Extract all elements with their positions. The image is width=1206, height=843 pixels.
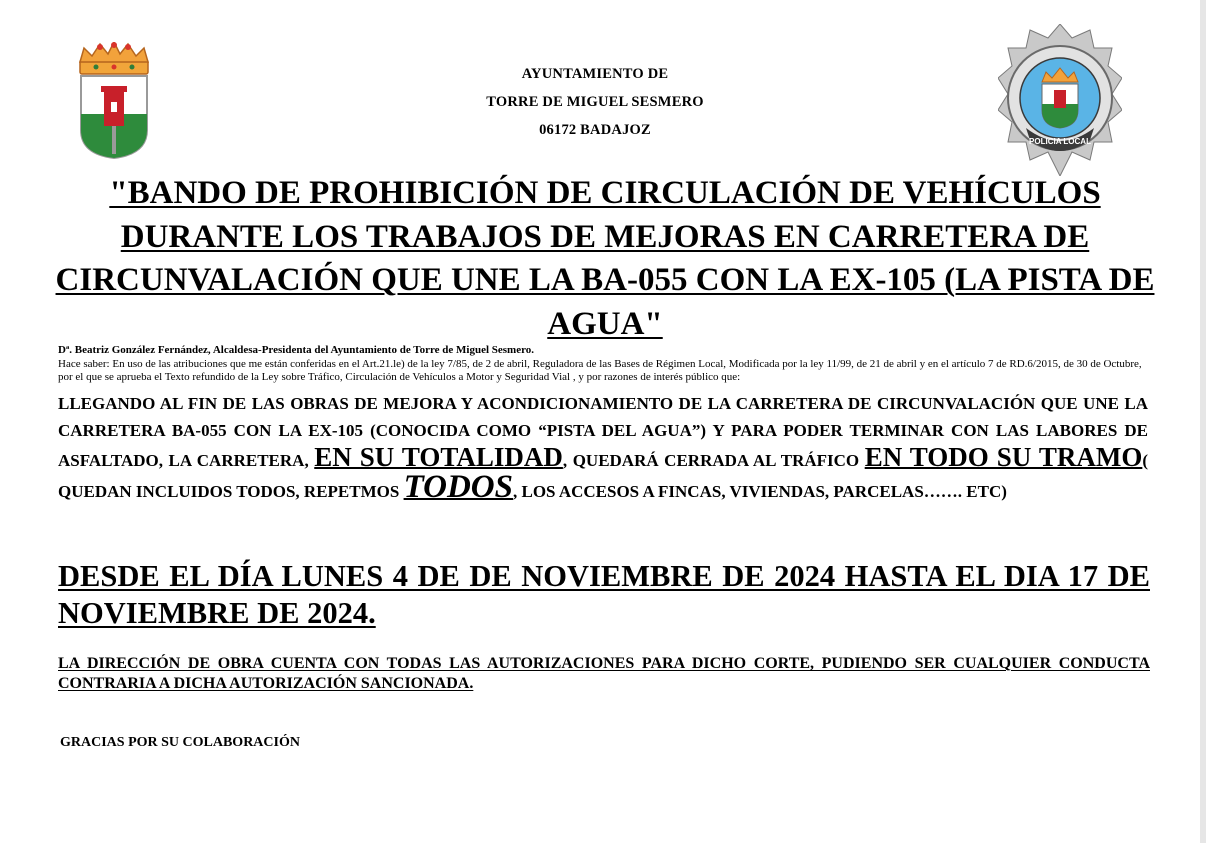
signer-line: Dª. Beatriz González Fernández, Alcaldesa-Presidenta del Ayuntamiento de Torre de Miguel Sesmero. xyxy=(58,344,535,356)
body-part-1: LLEGANDO AL FIN DE LAS OBRAS DE MEJORA Y ACONDICIONAMIENTO DE LA CARRETERA DE CIRCUNVALACIÓN QUE UNE LA CARRETERA BA-055 CON LA EX-105 (CONOCIDA COMO “PISTA DEL AGUA”) Y PARA PODER TERMINAR CON LAS LABORES DE ASFALTADO, LA CARRETERA, xyxy=(58,394,1148,470)
page-edge xyxy=(1200,0,1206,843)
header-line-1: AYUNTAMIENTO DE xyxy=(521,66,669,82)
notice-body xyxy=(58,390,1148,505)
badge-banner-text: POLICIA LOCAL xyxy=(1029,137,1091,146)
shield xyxy=(81,76,147,158)
crown-icon xyxy=(80,42,148,74)
policia-local-badge-icon xyxy=(998,24,1122,176)
emphasis-en-su-totalidad: EN SU TOTALIDAD xyxy=(314,442,563,472)
authorization-notice: LA DIRECCIÓN DE OBRA CUENTA CON TODAS LAS AUTORIZACIONES PARA DICHO CORTE, PUDIENDO SER CUALQUIER CONDUCTA CONTRARIA A DICHA AUTORIZACIÓN SANCIONADA. xyxy=(58,655,1150,692)
body-part-2: , QUEDARÁ CERRADA AL TRÁFICO xyxy=(562,451,860,470)
emphasis-en-todo-su-tramo: EN TODO SU TRAMO xyxy=(864,442,1143,472)
header-line-2: TORRE DE MIGUEL SESMERO xyxy=(486,94,704,110)
body-part-3: ( QUEDAN INCLUIDOS TODOS, REPETMOS xyxy=(58,451,1149,501)
emphasis-todos: TODOS xyxy=(403,469,513,505)
municipality-header xyxy=(440,60,750,144)
thanks-line: GRACIAS POR SU COLABORACIÓN xyxy=(60,735,300,750)
body-part-4: , LOS ACCESOS A FINCAS, VIVIENDAS, PARCELAS……. ETC) xyxy=(513,482,1007,501)
municipal-crest-icon xyxy=(76,42,152,160)
closure-dates: DESDE EL DÍA LUNES 4 DE DE NOVIEMBRE DE 2024 HASTA EL DIA 17 DE NOVIEMBRE DE 2024. xyxy=(58,559,1150,630)
header-line-3: 06172 BADAJOZ xyxy=(539,122,651,138)
legal-preamble: Hace saber: En uso de las atribuciones que me están conferidas en el Art.21.le) de la ley 7/85, de 2 de abril, Reguladora de las Bases de Régimen Local, Modificada por la ley 11/99, de 21 de abril y en el artículo 7 de RD.6/2015, de 30 de Octubre, por el que se aprueba el Texto refundido de la Ley sobre Tráfico, Circulación de Vehículos a Motor y Seguridad Vial , y por razones de interés público que: xyxy=(58,358,1142,383)
bando-title: "BANDO DE PROHIBICIÓN DE CIRCULACIÓN DE VEHÍCULOS DURANTE LOS TRABAJOS DE MEJORAS EN CARRETERA DE CIRCUNVALACIÓN QUE UNE LA BA-055 CON LA EX-105 (LA PISTA DE AGUA" xyxy=(55,175,1155,342)
